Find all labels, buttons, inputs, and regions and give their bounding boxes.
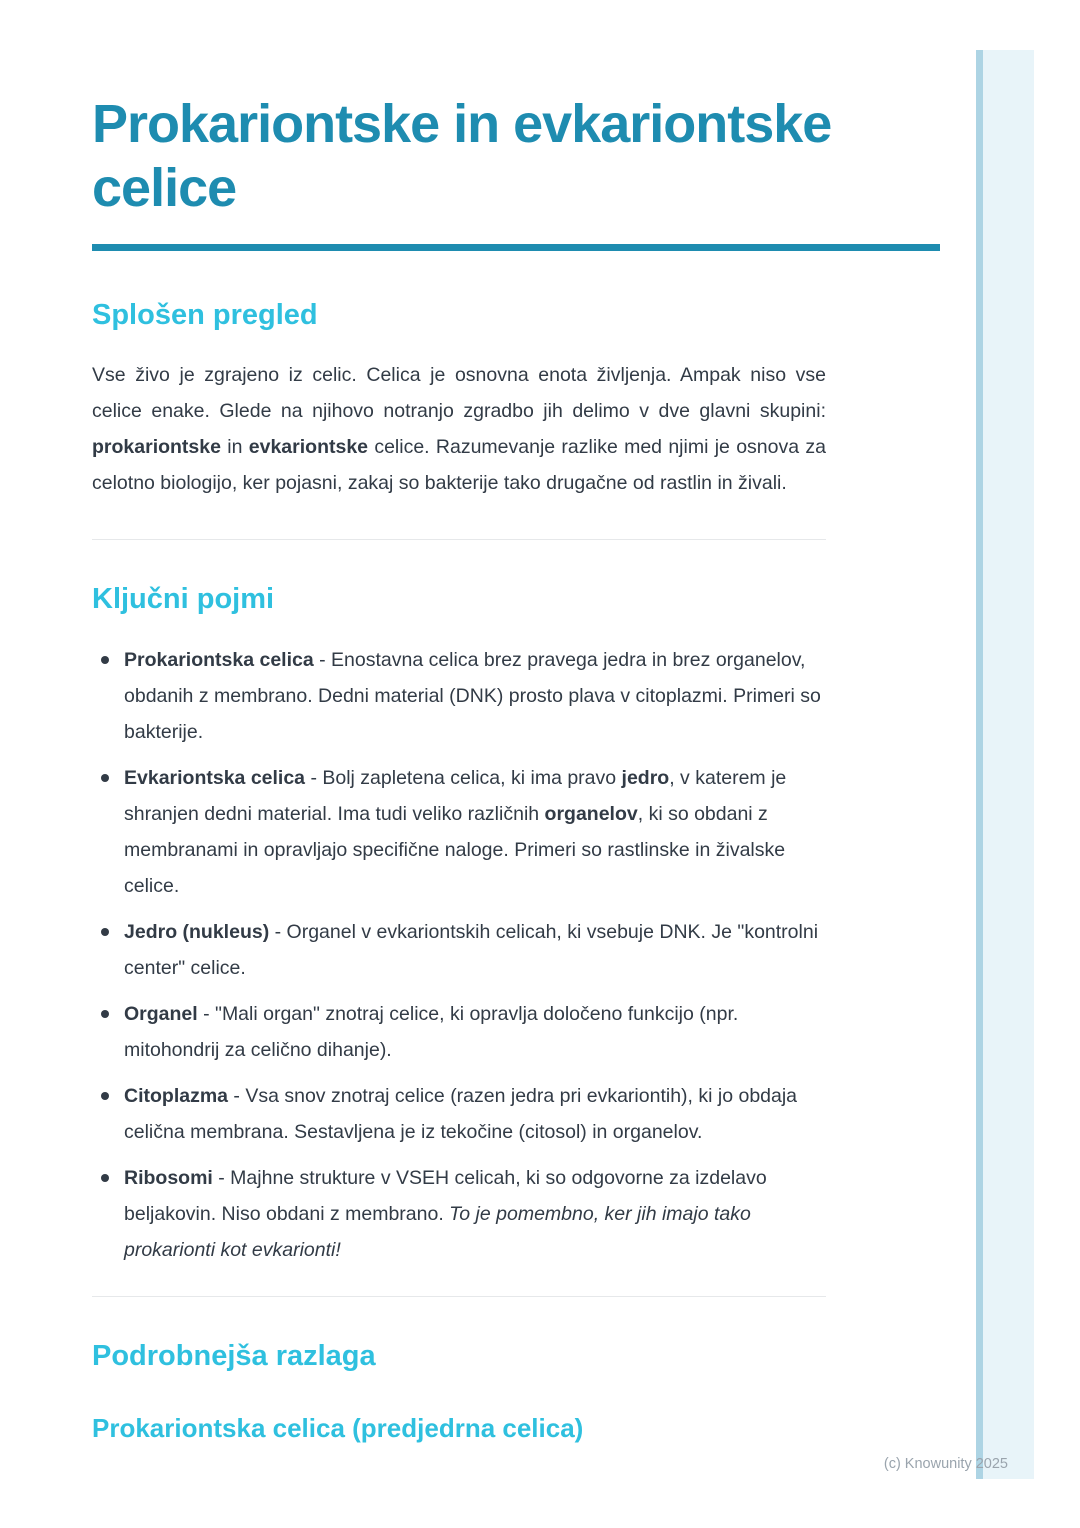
- text-segment-bold: Jedro (nukleus): [124, 921, 270, 943]
- section-heading-key-terms: Ključni pojmi: [92, 583, 275, 615]
- text-segment-bold: Evkariontska celica: [124, 767, 306, 789]
- text-segment-italic: To je pomembno, ker jih imajo tako prokarionti kot evkarionti!: [124, 1203, 751, 1261]
- section-overview: [92, 298, 940, 501]
- text-segment-normal: celice. Razumevanje razlike med njimi je osnova za celotno biologijo, ker pojasni, zakaj so bakterije tako drugačne od rastlin in živali.: [92, 436, 826, 494]
- key-term-item: [92, 1078, 826, 1150]
- text-segment-normal: in: [220, 436, 249, 458]
- key-term-item: [92, 914, 826, 986]
- text-segment-bold: Citoplazma: [124, 1085, 229, 1107]
- key-term-item: [92, 996, 826, 1068]
- key-term-item: [92, 760, 826, 904]
- text-segment-normal: - Majhne strukture v VSEH celicah, ki so odgovorne za izdelavo beljakovin. Niso obdani z membrano.: [124, 1167, 767, 1225]
- section-divider: [92, 1296, 826, 1297]
- text-segment-bold: Organel: [124, 1003, 198, 1025]
- subsection-heading-prokaryotic-cell: Prokariontska celica (predjedrna celica): [92, 1413, 584, 1443]
- text-segment-bold: jedro: [621, 767, 670, 789]
- text-segment-bold: Prokariontska celica: [124, 649, 314, 671]
- text-segment-normal: - "Mali organ" znotraj celice, ki opravlja določeno funkcijo (npr. mitohondrij za celično dihanje).: [124, 1003, 739, 1061]
- text-segment-bold: evkariontske: [248, 436, 369, 458]
- text-segment-bold: Ribosomi: [124, 1167, 213, 1189]
- title-rule: [92, 244, 940, 251]
- text-segment-normal: Vse živo je zgrajeno iz celic. Celica je osnovna enota življenja. Ampak niso vse celice enake. Glede na njihovo notranjo zgradbo jih delimo v dve glavni skupini:: [92, 364, 826, 422]
- section-details: [92, 1339, 940, 1443]
- text-segment-bold: prokariontske: [92, 436, 221, 458]
- key-term-item: [92, 1160, 826, 1268]
- document-page: [92, 0, 940, 1443]
- section-divider: [92, 539, 826, 540]
- text-segment-bold: organelov: [544, 803, 638, 825]
- key-term-item: [92, 642, 826, 750]
- copyright-footer: (c) Knowunity 2025: [883, 1456, 1008, 1472]
- text-segment-normal: - Vsa snov znotraj celice (razen jedra pri evkariontih), ki jo obdaja celična membrana. Sestavljena je iz tekočine (citosol) in organelov.: [124, 1085, 798, 1143]
- text-segment-normal: - Enostavna celica brez pravega jedra in brez organelov, obdanih z membrano. Dedni material (DNK) prosto plava v citoplazmi. Primeri so bakterije.: [124, 649, 821, 743]
- section-heading-details: Podrobnejša razlaga: [92, 1340, 376, 1372]
- text-segment-normal: - Bolj zapletena celica, ki ima pravo: [305, 767, 622, 789]
- overview-paragraph: [92, 357, 826, 501]
- section-heading-overview: Splošen pregled: [92, 299, 318, 331]
- right-edge-stripe: [976, 50, 1034, 1479]
- key-terms-list: [92, 642, 826, 1268]
- section-key-terms: [92, 582, 940, 1268]
- text-segment-normal: , v katerem je shranjen dedni material. Ima tudi veliko različnih: [124, 767, 787, 825]
- text-segment-normal: - Organel v evkariontskih celicah, ki vsebuje DNK. Je "kontrolni center" celice.: [124, 921, 819, 979]
- page-title: Prokariontske in evkariontske celice: [92, 94, 832, 218]
- text-segment-normal: , ki so obdani z membranami in opravljajo specifične naloge. Primeri so rastlinske in živalske celice.: [124, 803, 786, 897]
